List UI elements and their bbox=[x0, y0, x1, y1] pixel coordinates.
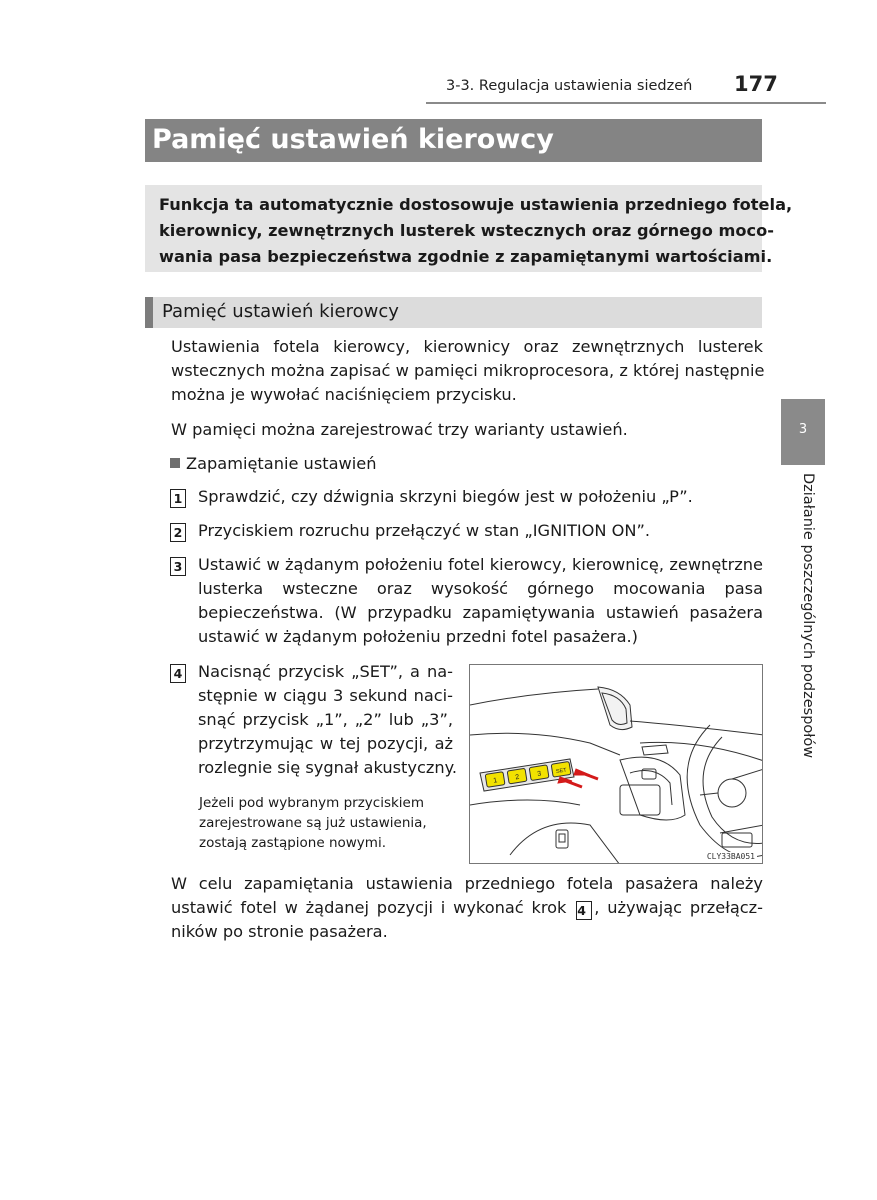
step-line: Nacisnąć przycisk „SET”, a na- bbox=[198, 662, 453, 681]
paragraph-line: W celu zapamiętania ustawienia przedniego fotela pasażera należy bbox=[171, 874, 763, 893]
step-4-text bbox=[198, 660, 458, 780]
final-paragraph bbox=[171, 872, 763, 944]
chapter-tab: 3 bbox=[781, 399, 825, 465]
paragraph-line: wstecznych można zapisać w pamięci mikroprocesora, z której następnie bbox=[171, 361, 765, 380]
page-number: 177 bbox=[734, 72, 778, 96]
chapter-label: Działanie poszczególnych podzespołów bbox=[800, 473, 816, 759]
intro-line: kierownicy, zewnętrznych lusterek wstecznych oraz górnego moco- bbox=[159, 221, 774, 240]
step-line: stępnie w ciągu 3 sekund naci- bbox=[198, 686, 453, 705]
paragraph-line: Ustawienia fotela kierowcy, kierownicy oraz zewnętrznych lusterek bbox=[171, 337, 763, 356]
header-section-title: 3-3. Regulacja ustawienia siedzeń bbox=[446, 78, 693, 94]
header-divider bbox=[426, 102, 826, 104]
arrow-shaft bbox=[582, 773, 598, 779]
step-3-text bbox=[198, 553, 763, 649]
step-number-1: 1 bbox=[170, 489, 186, 508]
memory-button-label: 3 bbox=[536, 770, 542, 778]
memory-buttons-group bbox=[480, 759, 574, 791]
memory-button-label: 2 bbox=[514, 773, 520, 782]
paragraph-line-with-ref bbox=[171, 896, 763, 920]
illustration-code: CLY33BA051 bbox=[706, 852, 755, 861]
step-2-text: Przyciskiem rozruchu przełączyć w stan „IGNITION ON”. bbox=[198, 521, 651, 540]
intro-line: Funkcja ta automatycznie dostosowuje ustawienia przedniego fotela, bbox=[159, 195, 793, 214]
intro-line: wania pasa bezpieczeństwa zgodnie z zapamiętanymi wartościami. bbox=[159, 247, 773, 266]
note-line: zarejestrowane są już ustawienia, bbox=[199, 815, 427, 831]
step-1-text: Sprawdzić, czy dźwignia skrzyni biegów jest w położeniu „P”. bbox=[198, 487, 693, 506]
step-reference-4: 4 bbox=[576, 901, 592, 920]
step-4-note bbox=[199, 793, 459, 853]
procedure-heading-text: Zapamiętanie ustawień bbox=[186, 454, 377, 473]
arrow-shaft bbox=[566, 781, 582, 787]
step-line: snąć przycisk „1”, „2” lub „3”, bbox=[198, 710, 453, 729]
final-line-start: ustawić fotel w żądanej pozycji i wykonać krok bbox=[171, 898, 567, 917]
page-title: Pamięć ustawień kierowcy bbox=[145, 119, 762, 162]
step-number-2: 2 bbox=[170, 523, 186, 542]
note-line: Jeżeli pod wybranym przyciskiem bbox=[199, 795, 424, 811]
description-paragraph bbox=[171, 335, 763, 407]
note-line: zostają zastąpione nowymi. bbox=[199, 835, 386, 851]
step-line: przytrzymując w tej pozycji, aż bbox=[198, 734, 453, 753]
subsection-title: Pamięć ustawień kierowcy bbox=[145, 297, 762, 328]
paragraph-line: można je wywołać naciśnięciem przycisku. bbox=[171, 385, 517, 404]
paragraph-line: ników po stronie pasażera. bbox=[171, 922, 388, 941]
step-number-4: 4 bbox=[170, 664, 186, 683]
step-line: bepieczeństwa. (W przypadku zapamiętywania ustawień pasażera bbox=[198, 603, 763, 622]
memory-button-label: 1 bbox=[492, 777, 498, 785]
intro-box bbox=[145, 185, 793, 272]
variants-paragraph: W pamięci można zarejestrować trzy warianty ustawień. bbox=[171, 420, 628, 439]
step-line: lusterka wsteczne oraz wysokość górnego mocowania pasa bbox=[198, 579, 763, 598]
door-panel-drawing bbox=[470, 665, 763, 864]
procedure-heading bbox=[170, 452, 762, 476]
step-number-3: 3 bbox=[170, 557, 186, 576]
step-line: rozlegnie się sygnał akustyczny. bbox=[198, 758, 458, 777]
memory-button-label: SET bbox=[555, 767, 568, 776]
bullet-square-icon bbox=[170, 458, 180, 468]
memory-buttons-illustration bbox=[469, 664, 763, 864]
step-line: ustawić w żądanym położeniu przedni fotel pasażera.) bbox=[198, 627, 638, 646]
final-line-end: , używając przełącz- bbox=[594, 898, 763, 917]
step-line: Ustawić w żądanym położeniu fotel kierowcy, kierownicę, zewnętrzne bbox=[198, 555, 763, 574]
